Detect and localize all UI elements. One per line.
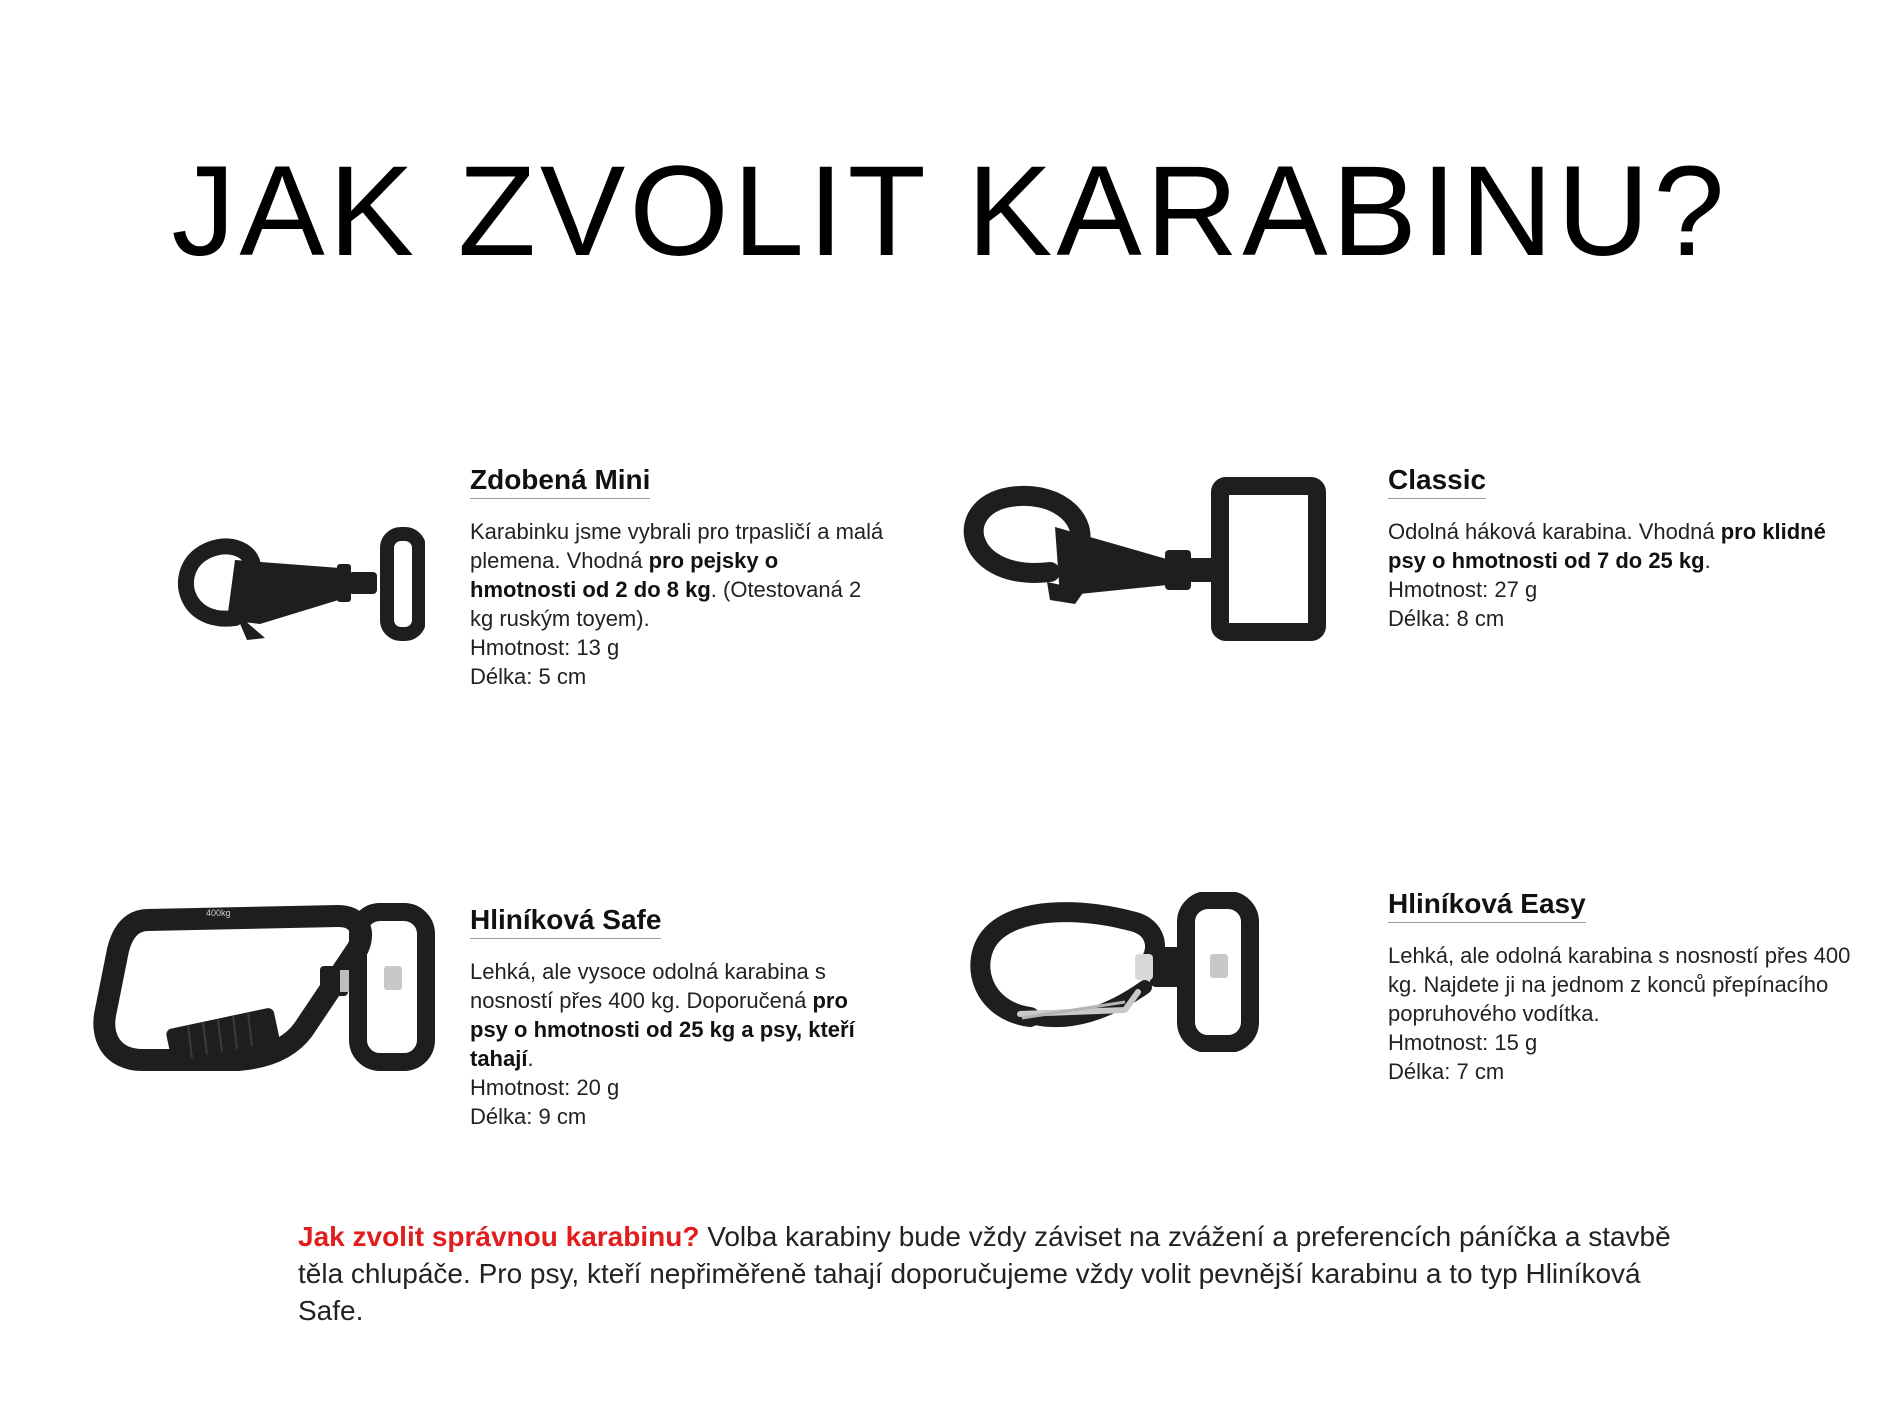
footer-text	[298, 1218, 1678, 1329]
product-description: Odolná háková karabina. Vhodná pro klidné psy o hmotnosti od 7 do 25 kg.	[1388, 519, 1826, 573]
product-description: Lehká, ale vysoce odolná karabina s nosností přes 400 kg. Doporučená pro psy o hmotnosti od 25 kg a psy, kteří tahají.	[470, 959, 855, 1071]
product-length: Délka: 7 cm	[1388, 1059, 1505, 1084]
product-name: Classic	[1388, 464, 1486, 499]
product-weight: Hmotnost: 20 g	[470, 1075, 620, 1100]
product-weight: Hmotnost: 27 g	[1388, 577, 1538, 602]
product-weight: Hmotnost: 15 g	[1388, 1030, 1538, 1055]
product-weight: Hmotnost: 13 g	[470, 635, 620, 660]
product-name: Hliníková Safe	[470, 904, 661, 939]
engraving-text: 400kg	[206, 908, 231, 918]
product-name: Zdobená Mini	[470, 464, 650, 499]
page-title: JAK ZVOLIT KARABINU?	[171, 140, 1729, 283]
footer-highlight: Jak zvolit správnou karabinu?	[298, 1221, 700, 1252]
classic-snap-hook-icon	[955, 472, 1335, 657]
product-hlinikova-easy	[1388, 888, 1868, 1086]
product-description: Lehká, ale odolná karabina s nosností přes 400 kg. Najdete ji na jednom z konců přepínacího popruhového vodítka.	[1388, 943, 1851, 1026]
locking-carabiner-icon	[88, 900, 438, 1080]
product-zdobena-mini	[470, 464, 890, 691]
product-length: Délka: 5 cm	[470, 664, 587, 689]
footer-body: Volba karabiny bude vždy záviset na zvážení a preferencích páníčka a stavbě těla chlupáče. Pro psy, kteří nepřiměřeně tahají doporučujeme vždy volit pevnější karabinu a to typ Hliníková Safe.	[298, 1221, 1671, 1326]
product-classic	[1388, 464, 1848, 633]
product-description: Karabinku jsme vybrali pro trpasličí a malá plemena. Vhodná pro pejsky o hmotnosti od 2 do 8 kg. (Otestovaná 2 kg ruským toyem).	[470, 519, 884, 631]
wire-gate-carabiner-icon	[960, 892, 1300, 1057]
product-hlinikova-safe	[470, 904, 890, 1131]
product-length: Délka: 8 cm	[1388, 606, 1505, 631]
product-name: Hliníková Easy	[1388, 888, 1586, 923]
mini-snap-hook-icon	[165, 520, 425, 650]
product-length: Délka: 9 cm	[470, 1104, 587, 1129]
